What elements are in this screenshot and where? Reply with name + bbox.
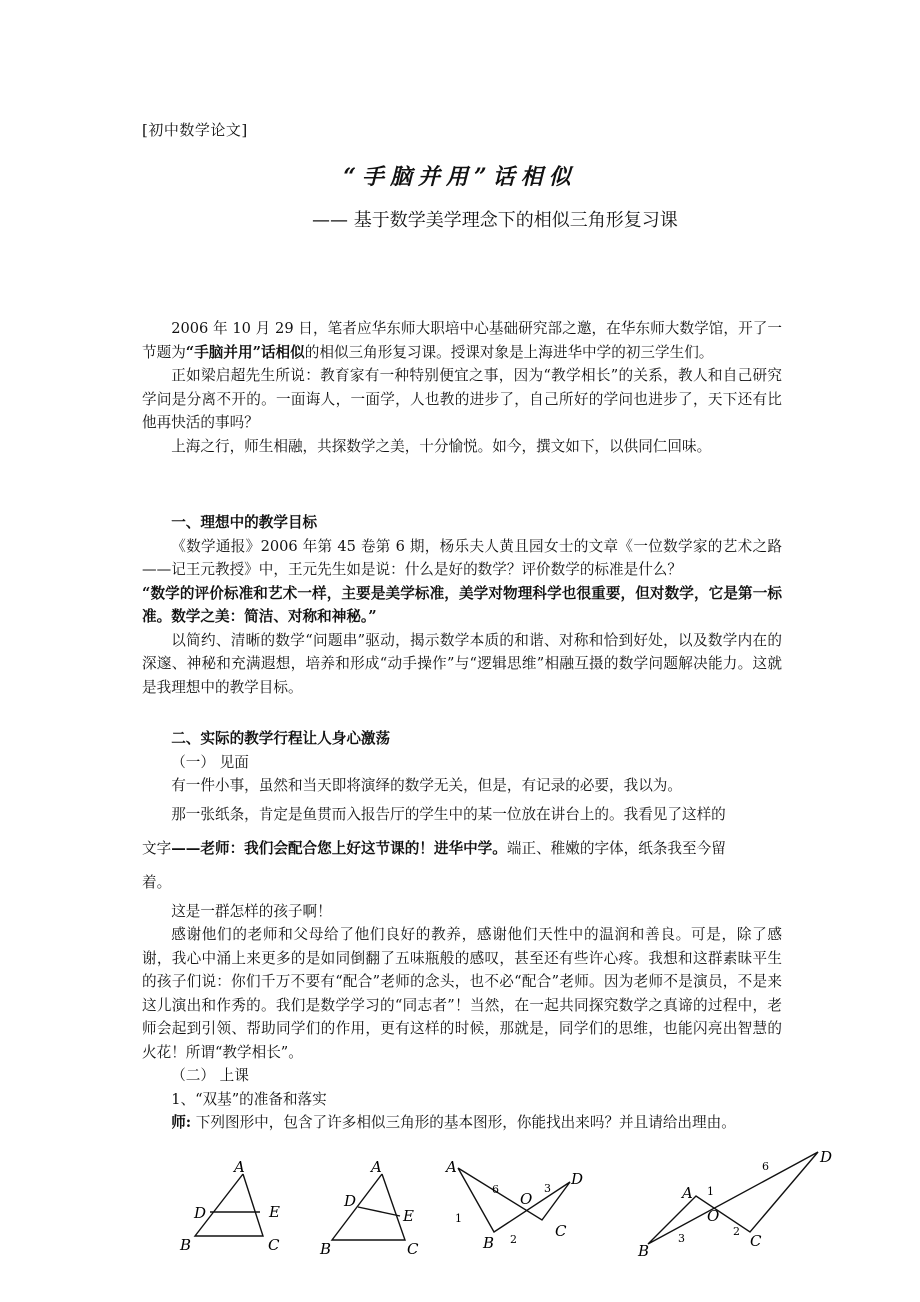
fig3-num-1: 1 [455, 1212, 462, 1225]
intro-paragraph-1 [142, 317, 782, 364]
fig3-label-b: B [483, 1234, 495, 1252]
section-1-paragraph-2: 以简约、清晰的数学“问题串”驱动，揭示数学本质的和谐、对称和恰到好处，以及数学内在的深邃、神秘和充满遐想，培养和形成“动手操作”与“逻辑思维”相融互摄的数学问题解决能力。这就是我理想中的教学目标。 [142, 631, 782, 696]
fig3-num-6: 6 [492, 1183, 499, 1196]
fig4-num-1: 1 [707, 1185, 714, 1198]
fig3-label-o: O [520, 1190, 533, 1208]
section-1-paragraph-1: 《数学通报》2006 年第 45 卷第 6 期，杨乐夫人黄且园女士的文章《一位数学家的艺术之路——记王元教授》中，王元先生如是说：什么是好的数学？评价数学的标准是什么？ [142, 537, 782, 578]
fig4-label-o: O [707, 1207, 720, 1225]
section-1 [142, 511, 782, 699]
fig1-label-d: D [194, 1204, 207, 1222]
fig2-label-a: A [371, 1158, 382, 1176]
fig4-label-c: C [750, 1232, 762, 1250]
fig2-triangle [332, 1174, 405, 1240]
fig2-label-c: C [407, 1240, 419, 1258]
quote-text: “数学的评价标准和艺术一样，主要是美学标准，美学对物理科学也很重要，但对数学，它是第一标准。数学之美：简洁、对称和神秘。” [142, 584, 782, 625]
lesson-title-bold: “手脑并用”话相似 [185, 343, 305, 361]
fig4-num-2: 2 [733, 1225, 740, 1238]
figure-3 [458, 1168, 570, 1232]
fig3-label-c: C [555, 1222, 567, 1240]
fig4-label-a: A [682, 1184, 693, 1202]
intro-section [142, 317, 782, 458]
fig2-label-d: D [344, 1192, 357, 1210]
section-1-heading: 一、理想中的教学目标 [171, 514, 318, 531]
fig3-bowtie [458, 1168, 570, 1232]
fig1-label-a: A [234, 1158, 245, 1176]
teacher-label: 师: [171, 1114, 192, 1131]
subsection-class: （二） 上课 [171, 1067, 249, 1084]
paper-subtitle: —— 基于数学美学理念下的相似三角形复习课 [312, 210, 678, 231]
category-tag: [初中数学论文] [142, 121, 248, 139]
fig3-label-d: D [571, 1170, 584, 1188]
intro-paragraph-2: 正如梁启超先生所说：教育家有一种特别便宜之事，因为“教学相长”的关系，教人和自己研究学问是分离不开的。一面诲人，一面学，人也教的进步了，自己所好的学问也进步了，天下还有比他再快活的事吗？ [142, 367, 782, 431]
note-suffix: 端正、稚嫩的字体，纸条我至今留 [506, 839, 726, 857]
section-2-paragraph-4: 这是一群怎样的孩子啊！ [171, 902, 332, 920]
section-2-heading: 二、实际的教学行程让人身心激荡 [171, 730, 391, 747]
fig1-label-b: B [180, 1236, 192, 1254]
section-2-paragraph-5: 感谢他们的老师和父母给了他们良好的教养，感谢他们天性中的温润和善良。可是，除了感谢，我心中涌上来更多的是如同倒翻了五味瓶般的感叹，甚至还有些许心疼。我想和这群素昧平生的孩子们说：你们千万不要有“配合”老师的念头，也不必“配合”老师。因为老师不是演员，不是来这儿演出和作秀的。我们是数学学习的“同志者”！当然，在一起共同探究数学之真谛的过程中，老师会起到引领、帮助同学们的作用，更有这样的时候，那就是，同学们的思维，也能闪亮出智慧的火花！所谓“教学相长”。 [142, 926, 782, 1061]
section-2-paragraph-3 [142, 832, 782, 866]
intro-p1-text: 2006 年 10 月 29 日，笔者应华东师大职培中心基础研究部之邀，在华东师大数学馆，开了一节题为 [142, 320, 782, 361]
intro-p1-text-end: 的相似三角形复习课。授课对象是上海进华中学的初三学生们。 [304, 343, 714, 361]
similar-triangles-figures [150, 1150, 840, 1290]
section-2-paragraph-1: 有一件小事，虽然和当天即将演绎的数学无关，但是，有记录的必要，我以为。 [171, 777, 682, 794]
fig3-label-a: A [446, 1158, 457, 1176]
subsection-meeting: （一） 见面 [171, 753, 249, 771]
section-2-paragraph-3-end: 着。 [142, 873, 172, 891]
paper-title: “手脑并用”话相似 [343, 164, 577, 190]
fig2-label-e: E [403, 1207, 414, 1225]
fig4-label-b: B [638, 1242, 650, 1260]
fig3-num-2: 2 [510, 1233, 517, 1246]
teacher-prompt [142, 1111, 782, 1135]
fig4-num-3: 3 [678, 1232, 685, 1245]
section-1-quote [142, 582, 782, 629]
fig1-label-e: E [269, 1203, 280, 1221]
subsection-basics: 1、“双基”的准备和落实 [171, 1090, 327, 1108]
fig1-label-c: C [268, 1236, 280, 1254]
section-2-paragraph-2: 那一张纸条，肯定是鱼贯而入报告厅的学生中的某一位放在讲台上的。我看见了这样的 [171, 805, 726, 823]
section-2 [142, 727, 782, 1135]
fig4-label-d: D [820, 1150, 833, 1166]
fig2-label-b: B [320, 1240, 332, 1258]
intro-paragraph-3: 上海之行，师生相融，共探数学之美，十分愉悦。如今，撰文如下，以供同仁回味。 [171, 437, 712, 455]
teacher-text: 下列图形中，包含了许多相似三角形的基本图形，你能找出来吗？并且请给出理由。 [191, 1114, 736, 1131]
note-quote-bold: ——老师：我们会配合您上好这节课的！进华中学。 [171, 839, 507, 857]
fig3-num-3: 3 [544, 1182, 551, 1195]
figure-2 [332, 1174, 405, 1240]
note-prefix: 文字 [142, 839, 172, 857]
fig4-num-6: 6 [762, 1160, 769, 1173]
